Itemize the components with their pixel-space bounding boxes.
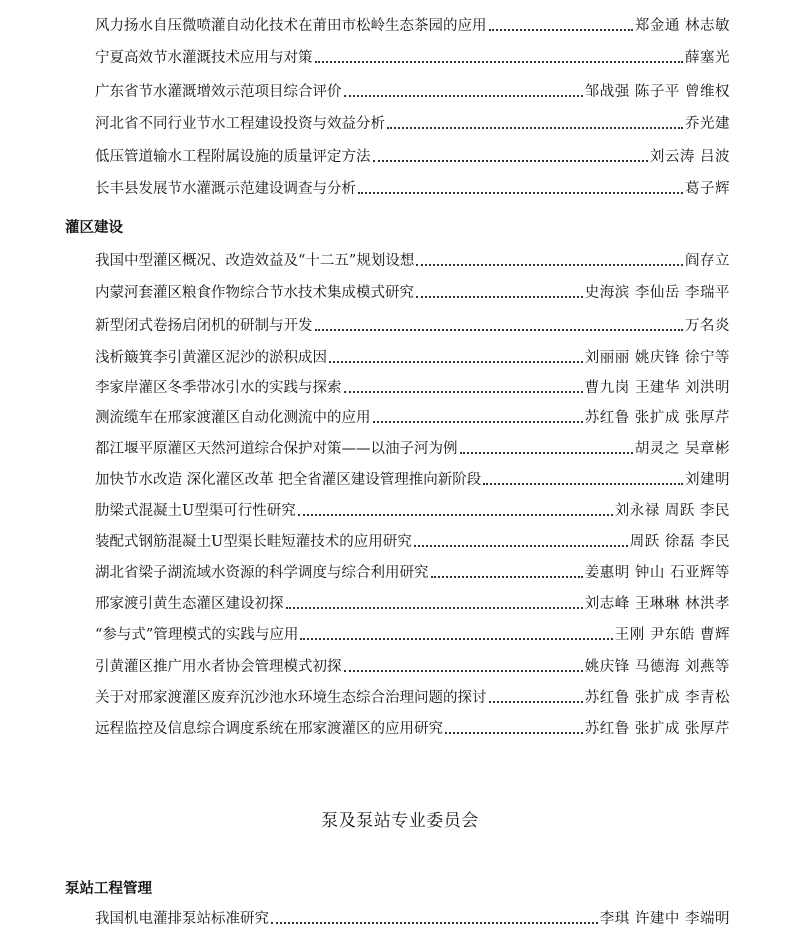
entry-title: 浅析簸箕李引黄灌区泥沙的淤积成因 <box>95 350 327 366</box>
entry-title: 都江堰平原灌区天然河道综合保护对策——以油子河为例 <box>95 441 458 457</box>
toc-entry <box>95 109 730 133</box>
entry-authors: 阎存立 <box>685 253 730 269</box>
toc-entry <box>95 43 730 67</box>
entry-title: 邢家渡引黄生态灌区建设初探 <box>95 596 284 612</box>
toc-entry <box>95 174 730 198</box>
committee-title: 泵及泵站专业委员会 <box>321 811 479 831</box>
entry-title: 我国中型灌区概况、改造效益及“十二五”规划设想 <box>95 253 415 269</box>
toc-entry <box>95 904 730 928</box>
entry-title: 广东省节水灌溉增效示范项目综合评价 <box>95 84 342 100</box>
toc-entry <box>95 620 730 644</box>
entry-authors: 周跃 徐磊 李民 <box>629 534 730 550</box>
section-heading: 灌区建设 <box>65 220 123 236</box>
toc-entry <box>95 434 730 458</box>
entry-title: 关于对邢家渡灌区废弃沉沙池水环境生态综合治理问题的探讨 <box>95 690 487 706</box>
dot-leader <box>300 638 612 640</box>
dot-leader <box>483 483 683 485</box>
entry-authors: 郑金通 林志敏 <box>634 18 730 34</box>
dot-leader <box>489 29 633 31</box>
entry-title: 我国机电灌排泵站标准研究 <box>95 911 269 927</box>
entry-authors: 苏红鲁 张扩成 张厚芹 <box>584 721 730 737</box>
dot-leader <box>373 160 648 162</box>
entry-title: 风力扬水自压微喷灌自动化技术在莆田市松岭生态茶园的应用 <box>95 18 487 34</box>
entry-authors: 刘云涛 吕波 <box>649 149 730 165</box>
entry-authors: 薛塞光 <box>685 50 730 66</box>
toc-entry <box>95 558 730 582</box>
toc-entry <box>95 496 730 520</box>
dot-leader <box>315 61 684 63</box>
dot-leader <box>344 670 583 672</box>
dot-leader <box>329 361 583 363</box>
toc-entry <box>95 652 730 676</box>
dot-leader <box>445 732 583 734</box>
dot-leader <box>298 514 613 516</box>
dot-leader <box>271 922 598 924</box>
toc-entry <box>95 246 730 270</box>
entry-authors: 刘志峰 王琳琳 林洪孝 <box>584 596 730 612</box>
entry-authors: 苏红鲁 张扩成 李青松 <box>584 690 730 706</box>
entry-authors: 葛子辉 <box>685 181 730 197</box>
dot-leader <box>460 452 633 454</box>
entry-title: 宁夏高效节水灌溉技术应用与对策 <box>95 50 313 66</box>
toc-entry <box>95 11 730 35</box>
entry-title: 河北省不同行业节水工程建设投资与效益分析 <box>95 116 385 132</box>
dot-leader <box>416 264 683 266</box>
entry-authors: 姜惠明 钟山 石亚辉等 <box>584 565 730 581</box>
toc-entry <box>95 589 730 613</box>
entry-title: “参与式”管理模式的实践与应用 <box>95 627 299 643</box>
entry-title: 新型闭式卷扬启闭机的研制与开发 <box>95 318 313 334</box>
entry-title: 长丰县发展节水灌溉示范建设调查与分析 <box>95 181 356 197</box>
dot-leader <box>358 192 683 194</box>
entry-authors: 王刚 尹东皓 曹辉 <box>614 627 730 643</box>
entry-title: 装配式钢筋混凝土U型渠长畦短灌技术的应用研究 <box>95 534 412 550</box>
entry-title: 李家岸灌区冬季带冰引水的实践与探索 <box>95 380 342 396</box>
toc-entry <box>95 403 730 427</box>
section-heading: 泵站工程管理 <box>65 881 152 897</box>
entry-title: 低压管道输水工程附属设施的质量评定方法 <box>95 149 371 165</box>
entry-title: 远程监控及信息综合调度系统在邢家渡灌区的应用研究 <box>95 721 443 737</box>
entry-title: 内蒙河套灌区粮食作物综合节水技术集成模式研究 <box>95 285 414 301</box>
toc-entry <box>95 373 730 397</box>
dot-leader <box>387 127 683 129</box>
entry-authors: 邹战强 陈子平 曾维权 <box>584 84 730 100</box>
entry-authors: 刘丽丽 姚庆锋 徐宁等 <box>584 350 730 366</box>
toc-entry <box>95 77 730 101</box>
dot-leader <box>416 296 583 298</box>
entry-title: 肋梁式混凝土U型渠可行性研究 <box>95 503 296 519</box>
entry-title: 引黄灌区推广用水者协会管理模式初探 <box>95 659 342 675</box>
entry-authors: 胡灵之 吴章彬 <box>634 441 730 457</box>
dot-leader <box>414 545 628 547</box>
entry-authors: 姚庆锋 马德海 刘燕等 <box>584 659 730 675</box>
toc-entry <box>95 527 730 551</box>
toc-entry <box>95 278 730 302</box>
entry-authors: 刘建明 <box>685 472 730 488</box>
entry-authors: 李琪 许建中 李端明 <box>599 911 730 927</box>
toc-entry <box>95 465 730 489</box>
dot-leader <box>431 576 583 578</box>
dot-leader <box>286 607 583 609</box>
entry-authors: 刘永禄 周跃 李民 <box>614 503 730 519</box>
toc-entry <box>95 343 730 367</box>
dot-leader <box>373 421 583 423</box>
toc-entry <box>95 683 730 707</box>
entry-authors: 万名炎 <box>685 318 730 334</box>
dot-leader <box>489 701 583 703</box>
toc-entry <box>95 311 730 335</box>
toc-entry <box>95 142 730 166</box>
entry-authors: 史海滨 李仙岳 李瑞平 <box>584 285 730 301</box>
toc-entry <box>95 714 730 738</box>
entry-authors: 苏红鲁 张扩成 张厚芹 <box>584 410 730 426</box>
entry-authors: 乔光建 <box>685 116 730 132</box>
dot-leader <box>344 391 583 393</box>
dot-leader <box>344 95 583 97</box>
entry-title: 测流缆车在邢家渡灌区自动化测流中的应用 <box>95 410 371 426</box>
dot-leader <box>315 329 684 331</box>
entry-authors: 曹九岗 王建华 刘洪明 <box>584 380 730 396</box>
entry-title: 湖北省梁子湖流域水资源的科学调度与综合利用研究 <box>95 565 429 581</box>
entry-title: 加快节水改造 深化灌区改革 把全省灌区建设管理推向新阶段 <box>95 472 482 488</box>
